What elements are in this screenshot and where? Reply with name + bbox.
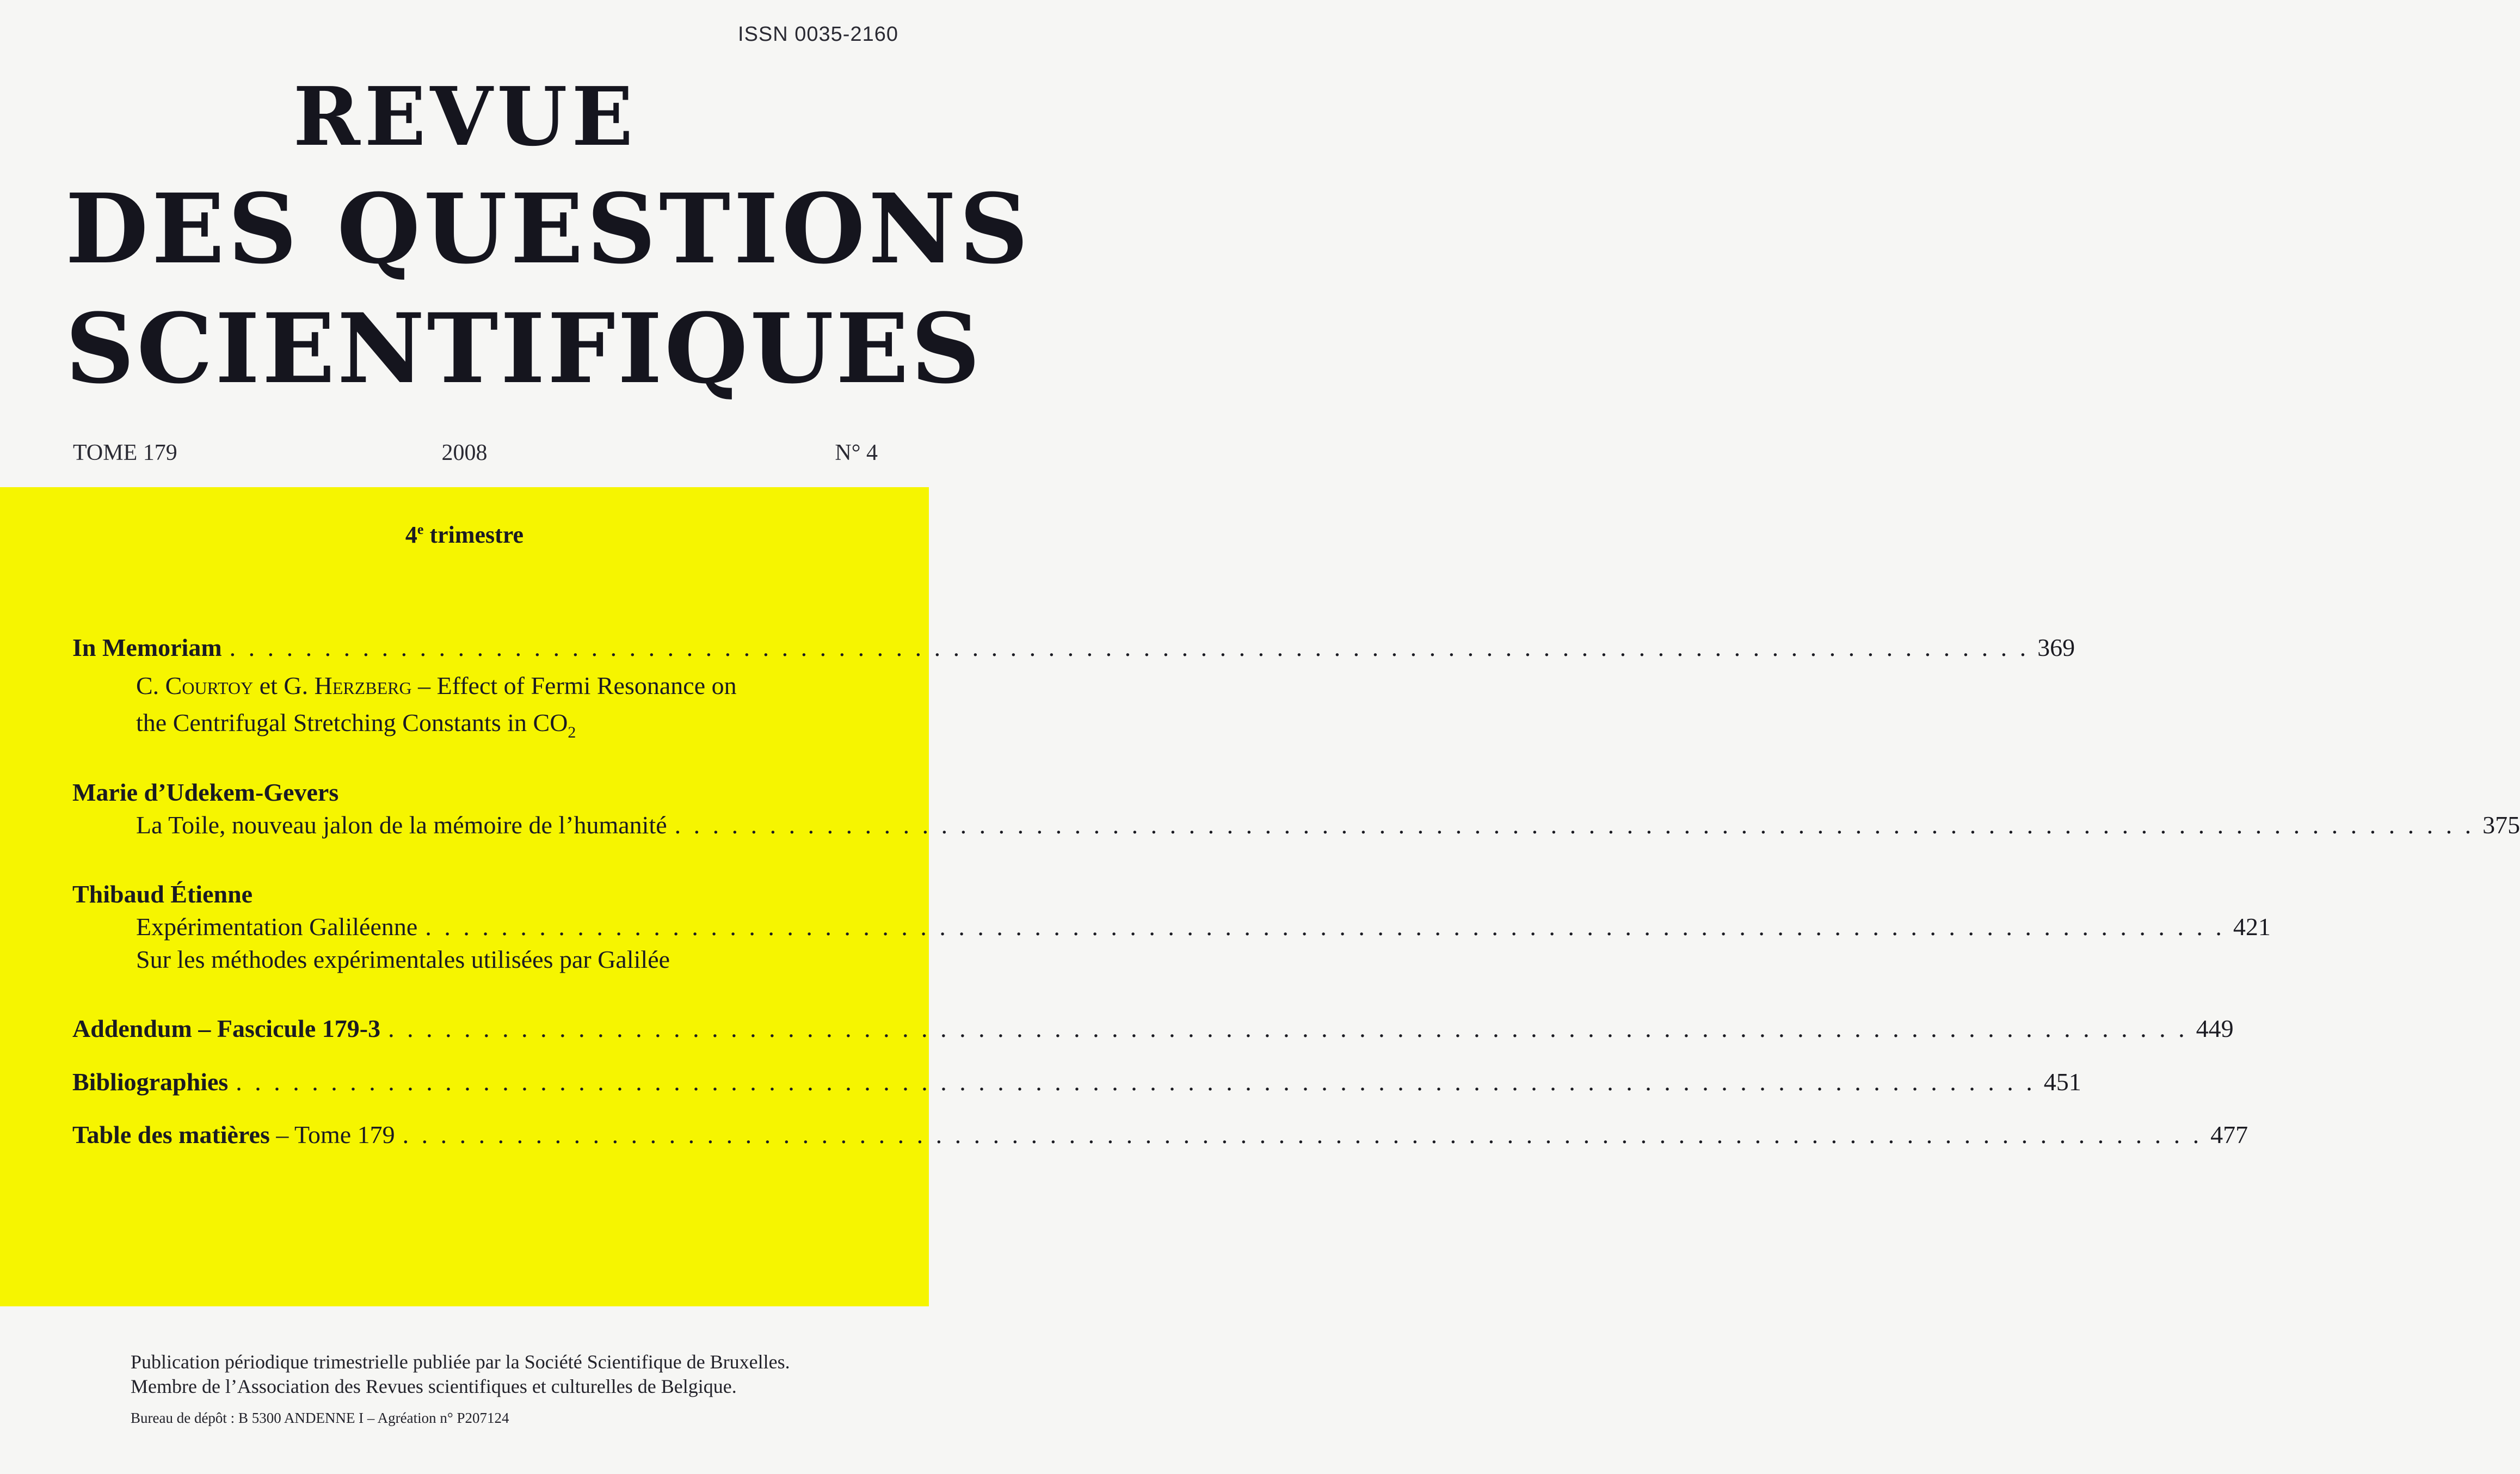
tome-label: TOME 179 [73, 440, 177, 465]
toc-title-suffix: – Tome 179 [276, 1121, 395, 1149]
toc-entry-la-toile[interactable] [136, 811, 2520, 839]
publisher-line: Publication périodique trimestrielle publiée par la Société Scientifique de Bruxelles. [131, 1351, 790, 1373]
leader-dots [425, 914, 2225, 939]
author-conjunction: et [259, 672, 278, 699]
article-title-part-1: – Effect of Fermi Resonance on [418, 672, 737, 699]
leader-dots [236, 1070, 2036, 1095]
association-line: Membre de l’Association des Revues scientifiques et culturelles de Belgique. [131, 1375, 737, 1397]
author-herzberg: G. Herzberg [284, 672, 412, 699]
leader-dots [675, 813, 2475, 838]
toc-title: Table des matières [72, 1121, 270, 1149]
author-udekem: Marie d’Udekem-Gevers [72, 778, 339, 806]
toc-title: In Memoriam [72, 634, 222, 661]
toc-entry-table-des-matieres[interactable] [72, 1121, 2248, 1149]
in-memoriam-article-line-1 [136, 673, 737, 698]
toc-entry-experimentation[interactable] [136, 913, 2271, 941]
article-title-part-2: the Centrifugal Stretching Constants in CO [136, 709, 568, 736]
toc-entry-in-memoriam[interactable] [72, 634, 2075, 661]
author-etienne: Thibaud Étienne [72, 880, 253, 908]
toc-page: 477 [2210, 1121, 2248, 1149]
trimestre-number: 4 [405, 521, 417, 548]
trimestre-heading [0, 521, 929, 549]
masthead-line-3: SCIENTIFIQUES [65, 292, 983, 405]
toc-page: 369 [2037, 634, 2075, 661]
toc-entry-addendum[interactable] [72, 1015, 2234, 1042]
trimestre-ordinal: e [417, 521, 424, 537]
toc-title: La Toile, nouveau jalon de la mémoire de l’humanité [136, 811, 667, 839]
depot-line: Bureau de dépôt : B 5300 ANDENNE I – Agréation n° P207124 [131, 1410, 509, 1426]
year-label: 2008 [441, 440, 488, 465]
in-memoriam-article-line-2 [136, 710, 576, 741]
leader-dots [230, 635, 2030, 660]
toc-page: 451 [2043, 1068, 2081, 1096]
leader-dots [403, 1122, 2203, 1147]
author-courtoy: C. Courtoy [136, 672, 254, 699]
toc-page: 449 [2196, 1015, 2234, 1042]
leader-dots [388, 1016, 2188, 1041]
masthead-line-2: DES QUESTIONS [65, 173, 1032, 285]
contents-panel [0, 487, 2520, 1306]
toc-page: 421 [2233, 913, 2271, 941]
masthead-line-1: REVUE [293, 69, 638, 164]
toc-title: Bibliographies [72, 1068, 229, 1096]
issue-number: N° 4 [835, 440, 878, 465]
co2-subscript: 2 [568, 723, 576, 741]
experimentation-subtitle: Sur les méthodes expérimentales utilisées par Galilée [136, 945, 670, 973]
toc-title: Expérimentation Galiléenne [136, 913, 418, 941]
toc-page: 375 [2482, 811, 2520, 839]
trimestre-word: trimestre [429, 521, 524, 548]
toc-title: Addendum – Fascicule 179-3 [72, 1015, 381, 1042]
toc-entry-bibliographies[interactable] [72, 1068, 2081, 1096]
issn-number: ISSN 0035-2160 [738, 23, 898, 46]
